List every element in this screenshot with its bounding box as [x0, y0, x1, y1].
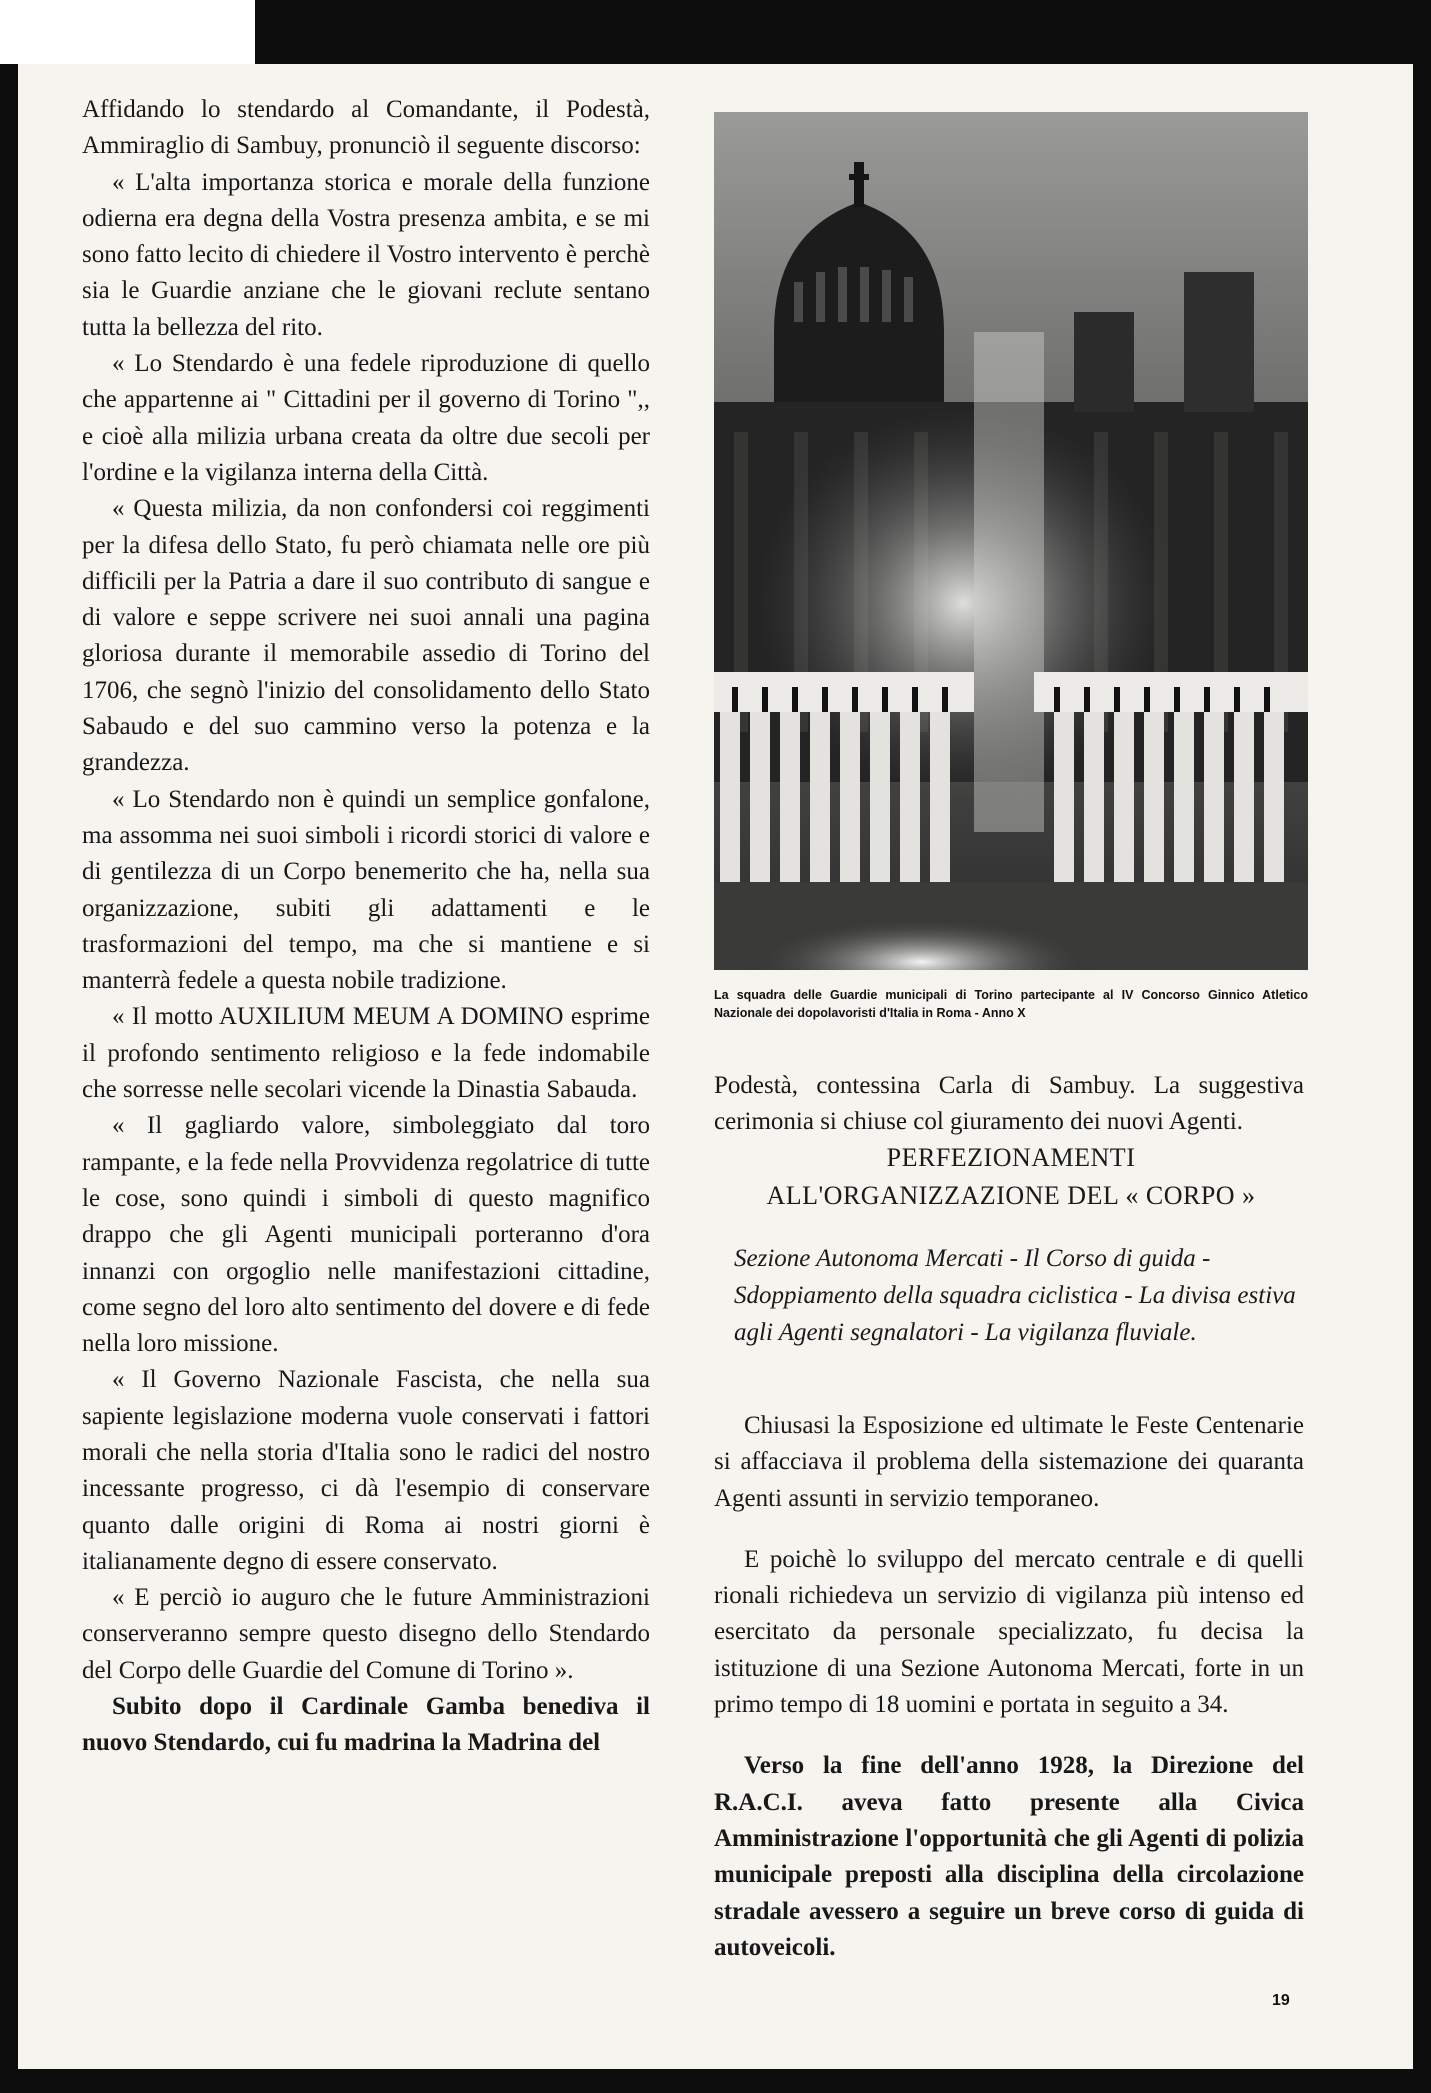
section-subtitle: Sezione Autonoma Mercati - Il Corso di guida - Sdoppiamento della squadra ciclistica - La divisa estiva agli Agenti segnalatori - La vigilanza fluviale.: [734, 1245, 1296, 1346]
paragraph: Affidando lo stendardo al Comandante, il Podestà, Ammiraglio di Sambuy, pronunciò il seguente discorso:: [82, 96, 650, 160]
paragraph: « Questa milizia, da non confondersi coi reggimenti per la difesa dello Stato, fu però chiamata nelle ore più difficili per la Patria a dare il suo contributo di sangue e di valore e seppe scrivere nei suoi annali una pagina gloriosa durante il memorabile assedio di Torino del 1706, che segnò l'inizio del consolidamento dello Stato Sabaudo e del suo cammino verso la potenza e la grandezza.: [82, 495, 650, 777]
page-number: 19: [1272, 1992, 1290, 2009]
section-heading: [714, 1139, 1308, 1215]
paragraph: « E perciò io auguro che le future Amministrazioni conserveranno sempre questo disegno dello Stendardo del Corpo delle Guardie del Comune di Torino ».: [82, 1584, 650, 1684]
right-continuation: Podestà, contessina Carla di Sambuy. La suggestiva cerimonia si chiuse col giuramento dei nuovi Agenti.: [714, 1072, 1304, 1136]
paragraph: « Lo Stendardo è una fedele riproduzione di quello che appartenne ai " Cittadini per il governo di Torino ",, e cioè alla milizia urbana creata da oltre due secoli per l'ordine e la vigilanza interna della Città.: [82, 350, 650, 486]
paragraph: « Il gagliardo valore, simboleggiato dal toro rampante, e la fede nella Provvidenza regolatrice di tutte le cose, sono quindi i simboli di questo magnifico drappo che gli Agenti municipali porteranno d'ora innanzi con orgoglio nelle manifestazioni cittadine, come segno del loro alto sentimento del dovere e di fede nella loro missione.: [82, 1112, 650, 1358]
paragraph: « Il Governo Nazionale Fascista, che nella sua sapiente legislazione moderna vuole conservati i fattori morali che nella storia d'Italia sono le radici del nostro incessante progresso, ci dà l'esempio di conservare quanto dalle origini di Roma ai nostri giorni è italianamente degno di essere conservato.: [82, 1366, 650, 1575]
page-corner-tab: [0, 0, 255, 64]
paragraph: « L'alta importanza storica e morale della funzione odierna era degna della Vostra presenza ambita, e se mi sono fatto lecito di chiedere il Vostro intervento è perchè sia le Guardie anziane che le giovani reclute sentano tutta la bellezza del rito.: [82, 168, 650, 341]
photo-caption: La squadra delle Guardie municipali di Torino partecipante al IV Concorso Ginnico Atletico Nazionale dei dopolavoristi d'Italia in Roma - Anno X: [714, 988, 1308, 1020]
section-heading-line-1: PERFEZIONAMENTI: [886, 1143, 1136, 1172]
photo-image: [714, 112, 1308, 970]
paragraph: « Il motto AUXILIUM MEUM A DOMINO esprime il profondo sentimento religioso e la fede indomabile che sorresse nelle secolari vicende la Dinastia Sabauda.: [82, 1003, 650, 1104]
section-heading-line-2: ALL'ORGANIZZAZIONE DEL « CORPO »: [766, 1181, 1256, 1210]
paragraph: Subito dopo il Cardinale Gamba benediva il nuovo Stendardo, cui fu madrina la Madrina del: [82, 1693, 650, 1757]
paragraph: Chiusasi la Esposizione ed ultimate le Feste Centenarie si affacciava il problema della sistemazione dei quaranta Agenti assunti in servizio temporaneo.: [714, 1412, 1304, 1512]
left-column: [82, 92, 650, 1762]
paragraph: Verso la fine dell'anno 1928, la Direzione del R.A.C.I. aveva fatto presente alla Civica Amministrazione l'opportunità che gli Agenti di polizia municipale preposti alla disciplina della circolazione stradale avessero a seguire un breve corso di guida di autoveicoli.: [714, 1752, 1304, 1961]
paragraph: E poichè lo sviluppo del mercato centrale e di quelli rionali richiedeva un servizio di vigilanza più intenso ed esercitato da personale specializzato, fu decisa la istituzione di una Sezione Autonoma Mercati, forte in un primo tempo di 18 uomini e portata in seguito a 34.: [714, 1545, 1304, 1719]
right-body: [714, 1383, 1304, 1991]
photo-gymnasts-st-peters: [714, 112, 1308, 970]
document-page: [18, 64, 1413, 2069]
paragraph: « Lo Stendardo non è quindi un semplice gonfalone, ma assomma nei suoi simboli i ricordi storici di valore e di gentilezza di un Corpo benemerito che ha, nella sua organizzazione, subiti gli adattamenti e le trasformazioni del tempo, ma che si mantiene e si manterrà fedele a questa nobile tradizione.: [82, 785, 650, 995]
